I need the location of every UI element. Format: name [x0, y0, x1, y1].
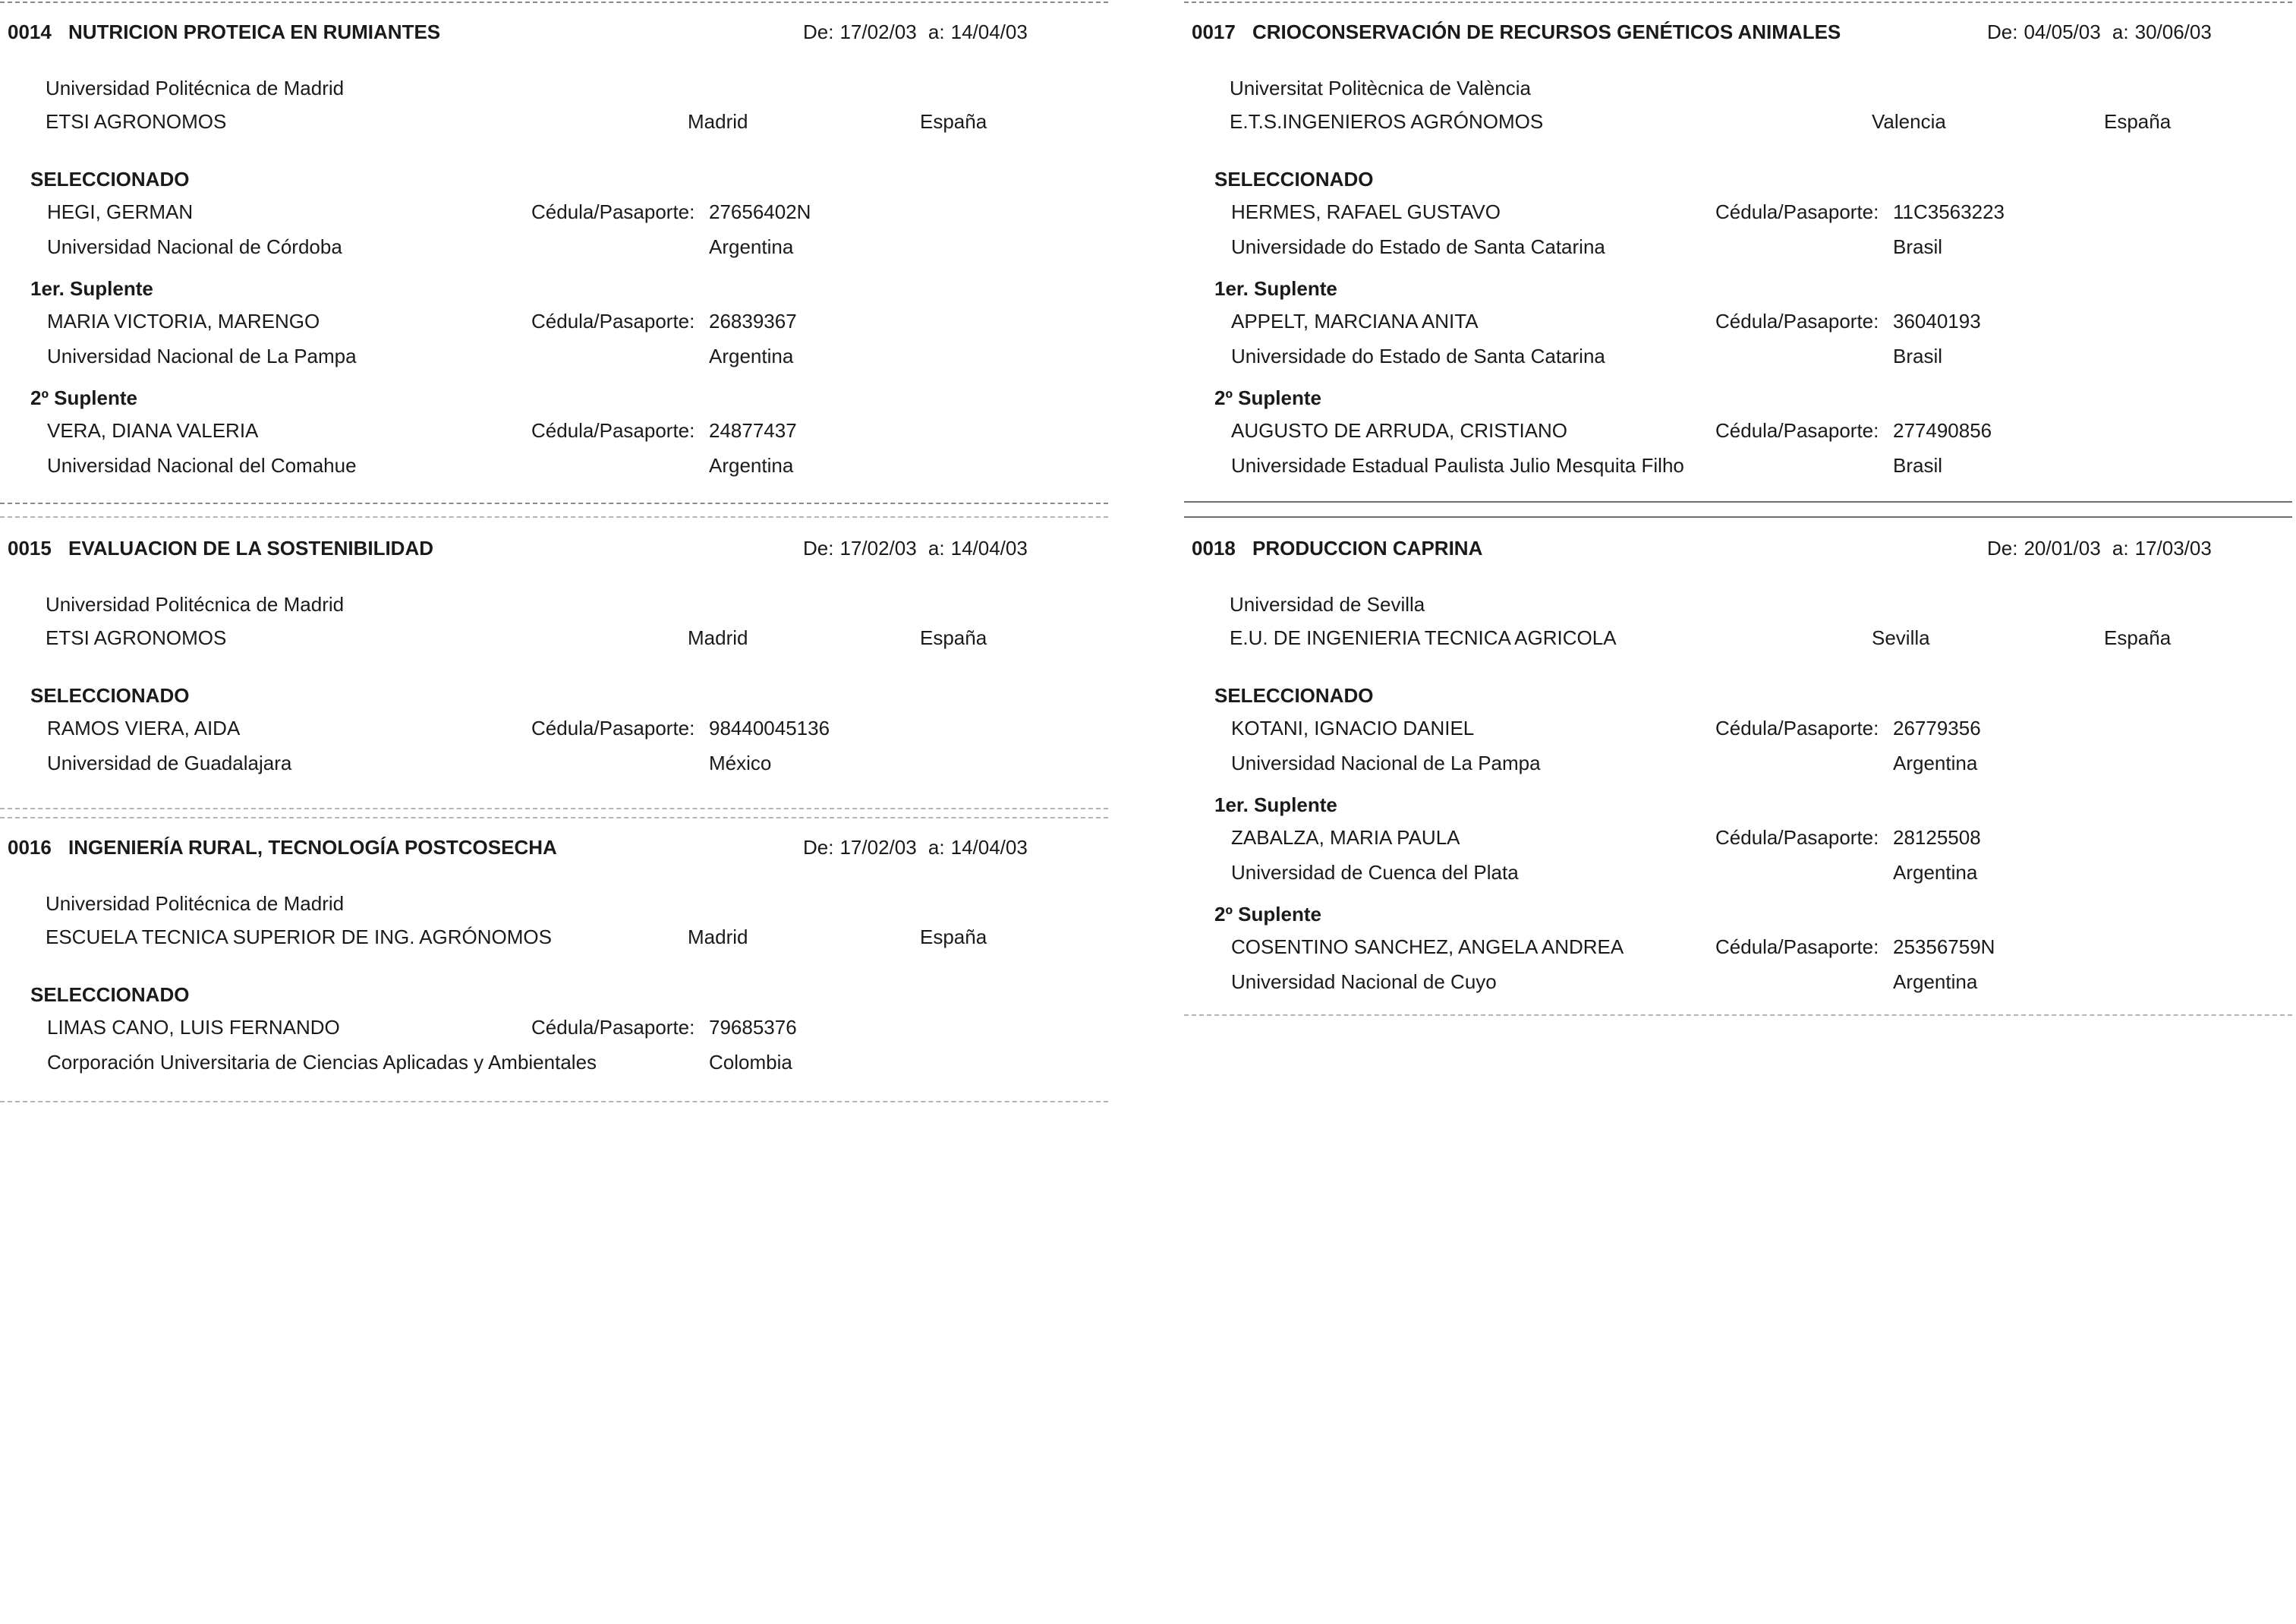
- from-label: De:: [1987, 537, 2018, 560]
- candidate-university: Universidade do Estado de Santa Catarina: [1231, 345, 1605, 367]
- host-institution: [1184, 71, 2292, 138]
- course-header: [0, 531, 1108, 565]
- doc-label: Cédula/Pasaporte:: [1715, 310, 1879, 333]
- candidate-role: SELECCIONADO: [1214, 168, 1374, 191]
- candidate-country: Argentina: [1893, 970, 1978, 993]
- host-city: Madrid: [688, 926, 748, 948]
- candidate-country: Argentina: [1893, 861, 1978, 884]
- candidate-name: MARIA VICTORIA, MARENGO: [47, 310, 320, 333]
- host-school: ESCUELA TECNICA SUPERIOR DE ING. AGRÓNOMOS: [46, 926, 552, 948]
- host-city: Madrid: [688, 626, 748, 649]
- course-code: 0014: [8, 20, 52, 43]
- candidate-name: LIMAS CANO, LUIS FERNANDO: [47, 1016, 340, 1039]
- candidate-country: Brasil: [1893, 454, 1943, 477]
- bottom-rule: [0, 1101, 1108, 1102]
- host-university: Universidad Politécnica de Madrid: [46, 892, 345, 915]
- candidate-country: Colombia: [709, 1051, 792, 1074]
- course-header: [0, 831, 1108, 864]
- to-label: a:: [2112, 20, 2129, 43]
- top-rule: [1184, 2, 2292, 3]
- doc-number: 24877437: [709, 419, 797, 442]
- course-code: 0018: [1192, 537, 1236, 560]
- separator-rule: [0, 808, 1108, 809]
- candidate-role: 2º Suplente: [1214, 386, 1321, 409]
- course-block: [0, 831, 1108, 1080]
- course-header: [1184, 531, 2292, 565]
- doc-number: 79685376: [709, 1016, 797, 1039]
- host-city: Madrid: [688, 110, 748, 133]
- separator-rule: [1184, 501, 2292, 503]
- host-university: Universitat Politècnica de València: [1230, 77, 1531, 99]
- separator-rule: [0, 516, 1108, 518]
- doc-number: 25356759N: [1893, 935, 1995, 958]
- host-school: E.T.S.INGENIEROS AGRÓNOMOS: [1230, 110, 1544, 133]
- doc-label: Cédula/Pasaporte:: [1715, 935, 1879, 958]
- course-title: EVALUACION DE LA SOSTENIBILIDAD: [68, 537, 434, 560]
- separator-rule: [1184, 516, 2292, 518]
- course-code: 0016: [8, 836, 52, 859]
- to-label: a:: [928, 20, 945, 43]
- from-date: 04/05/03: [2024, 20, 2101, 43]
- course-title: PRODUCCION CAPRINA: [1252, 537, 1483, 560]
- candidate-university: Universidad Nacional de La Pampa: [1231, 752, 1541, 774]
- candidates: [1184, 164, 2292, 483]
- course-dates: [803, 531, 1034, 565]
- candidate-university: Universidad de Cuenca del Plata: [1231, 861, 1519, 884]
- host-institution: [0, 71, 1108, 138]
- candidate-country: México: [709, 752, 772, 774]
- doc-label: Cédula/Pasaporte:: [531, 419, 695, 442]
- candidate-role: 2º Suplente: [1214, 903, 1321, 926]
- host-school: ETSI AGRONOMOS: [46, 626, 227, 649]
- candidate-name: AUGUSTO DE ARRUDA, CRISTIANO: [1231, 419, 1568, 442]
- candidates: [0, 979, 1108, 1080]
- candidates: [0, 164, 1108, 483]
- host-university: Universidad Politécnica de Madrid: [46, 593, 345, 616]
- doc-label: Cédula/Pasaporte:: [531, 717, 695, 739]
- course-block: [0, 15, 1108, 483]
- candidate-university: Universidad Nacional de Córdoba: [47, 235, 342, 258]
- candidate-role: SELECCIONADO: [30, 983, 190, 1006]
- course-code: 0015: [8, 537, 52, 560]
- to-label: a:: [928, 836, 945, 859]
- to-date: 17/03/03: [2134, 537, 2212, 560]
- candidates: [1184, 680, 2292, 999]
- candidate-role: 2º Suplente: [30, 386, 137, 409]
- candidate-role: SELECCIONADO: [30, 684, 190, 707]
- candidate-name: ZABALZA, MARIA PAULA: [1231, 826, 1460, 849]
- candidate-university: Universidade Estadual Paulista Julio Mesquita Filho: [1231, 454, 1684, 477]
- candidate-name: RAMOS VIERA, AIDA: [47, 717, 241, 739]
- doc-number: 11C3563223: [1893, 200, 2005, 223]
- candidate-university: Corporación Universitaria de Ciencias Aplicadas y Ambientales: [47, 1051, 597, 1074]
- candidates: [0, 680, 1108, 780]
- separator-rule: [0, 503, 1108, 504]
- candidate-university: Universidad de Guadalajara: [47, 752, 292, 774]
- course-block: [1184, 15, 2292, 483]
- candidate-role: SELECCIONADO: [30, 168, 190, 191]
- to-date: 30/06/03: [2134, 20, 2212, 43]
- candidate-role: 1er. Suplente: [1214, 277, 1337, 300]
- doc-label: Cédula/Pasaporte:: [1715, 826, 1879, 849]
- host-university: Universidad Politécnica de Madrid: [46, 77, 345, 99]
- candidate-university: Universidade do Estado de Santa Catarina: [1231, 235, 1605, 258]
- candidate-country: Argentina: [709, 235, 794, 258]
- to-label: a:: [928, 537, 945, 560]
- doc-number: 26839367: [709, 310, 797, 333]
- host-country: España: [920, 926, 987, 948]
- to-date: 14/04/03: [950, 836, 1028, 859]
- course-title: NUTRICION PROTEICA EN RUMIANTES: [68, 20, 441, 43]
- course-dates: [803, 831, 1034, 864]
- host-country: España: [920, 626, 987, 649]
- course-dates: [1987, 15, 2218, 49]
- candidate-university: Universidad Nacional de La Pampa: [47, 345, 357, 367]
- candidate-role: SELECCIONADO: [1214, 684, 1374, 707]
- from-date: 17/02/03: [839, 836, 917, 859]
- doc-number: 28125508: [1893, 826, 1981, 849]
- from-date: 17/02/03: [839, 537, 917, 560]
- from-label: De:: [803, 836, 834, 859]
- top-rule: [0, 2, 1108, 3]
- candidate-country: Brasil: [1893, 345, 1943, 367]
- from-label: De:: [803, 20, 834, 43]
- doc-number: 27656402N: [709, 200, 811, 223]
- course-code: 0017: [1192, 20, 1236, 43]
- host-city: Valencia: [1872, 110, 1946, 133]
- separator-rule: [0, 817, 1108, 818]
- from-date: 20/01/03: [2024, 537, 2101, 560]
- course-block: [1184, 531, 2292, 999]
- course-block: [0, 531, 1108, 780]
- candidate-country: Brasil: [1893, 235, 1943, 258]
- doc-number: 26779356: [1893, 717, 1981, 739]
- to-label: a:: [2112, 537, 2129, 560]
- candidate-country: Argentina: [709, 454, 794, 477]
- course-dates: [1987, 531, 2218, 565]
- doc-label: Cédula/Pasaporte:: [531, 1016, 695, 1039]
- bottom-rule: [1184, 1014, 2292, 1016]
- candidate-name: APPELT, MARCIANA ANITA: [1231, 310, 1479, 333]
- host-institution: [1184, 588, 2292, 654]
- candidate-role: 1er. Suplente: [1214, 793, 1337, 816]
- candidate-country: Argentina: [709, 345, 794, 367]
- course-header: [0, 15, 1108, 49]
- doc-number: 277490856: [1893, 419, 1992, 442]
- candidate-name: VERA, DIANA VALERIA: [47, 419, 259, 442]
- candidate-university: Universidad Nacional de Cuyo: [1231, 970, 1497, 993]
- host-institution: [0, 588, 1108, 654]
- to-date: 14/04/03: [950, 537, 1028, 560]
- from-label: De:: [1987, 20, 2018, 43]
- host-institution: [0, 887, 1108, 954]
- host-city: Sevilla: [1872, 626, 1930, 649]
- course-title: INGENIERÍA RURAL, TECNOLOGÍA POSTCOSECHA: [68, 836, 557, 859]
- to-date: 14/04/03: [950, 20, 1028, 43]
- doc-label: Cédula/Pasaporte:: [1715, 419, 1879, 442]
- candidate-name: COSENTINO SANCHEZ, ANGELA ANDREA: [1231, 935, 1624, 958]
- doc-label: Cédula/Pasaporte:: [1715, 717, 1879, 739]
- doc-label: Cédula/Pasaporte:: [531, 200, 695, 223]
- from-label: De:: [803, 537, 834, 560]
- doc-label: Cédula/Pasaporte:: [1715, 200, 1879, 223]
- doc-number: 36040193: [1893, 310, 1981, 333]
- from-date: 17/02/03: [839, 20, 917, 43]
- course-title: CRIOCONSERVACIÓN DE RECURSOS GENÉTICOS ANIMALES: [1252, 20, 1841, 43]
- candidate-name: HERMES, RAFAEL GUSTAVO: [1231, 200, 1501, 223]
- course-dates: [803, 15, 1034, 49]
- candidate-country: Argentina: [1893, 752, 1978, 774]
- host-country: España: [2104, 110, 2172, 133]
- doc-number: 98440045136: [709, 717, 830, 739]
- host-country: España: [2104, 626, 2172, 649]
- doc-label: Cédula/Pasaporte:: [531, 310, 695, 333]
- course-header: [1184, 15, 2292, 49]
- candidate-name: KOTANI, IGNACIO DANIEL: [1231, 717, 1475, 739]
- host-country: España: [920, 110, 987, 133]
- host-school: E.U. DE INGENIERIA TECNICA AGRICOLA: [1230, 626, 1617, 649]
- host-school: ETSI AGRONOMOS: [46, 110, 227, 133]
- candidate-role: 1er. Suplente: [30, 277, 153, 300]
- candidate-name: HEGI, GERMAN: [47, 200, 194, 223]
- candidate-university: Universidad Nacional del Comahue: [47, 454, 357, 477]
- host-university: Universidad de Sevilla: [1230, 593, 1425, 616]
